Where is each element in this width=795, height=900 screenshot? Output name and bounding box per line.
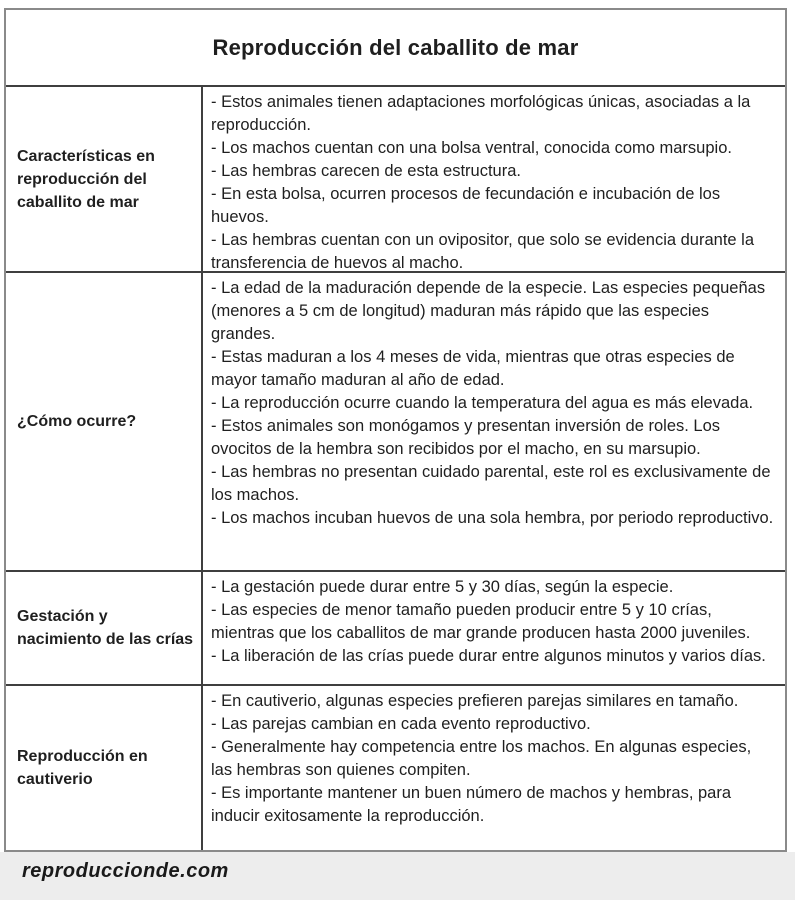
bullet-item: - Es importante mantener un buen número de machos y hembras, para inducir exitosamente la reproducción. [211,784,732,825]
row-content-cautiverio [203,686,785,850]
bullet-item: - En cautiverio, algunas especies prefieren parejas similares en tamaño. [211,692,739,710]
bullet-item: - Las hembras carecen de esta estructura. [211,162,521,180]
row-header-label: Gestación y nacimiento de las crías [17,608,194,648]
row-header-como-ocurre [6,273,203,570]
row-header-label: ¿Cómo ocurre? [17,413,137,430]
bullet-item: - Las parejas cambian en cada evento reproductivo. [211,715,591,733]
table-row [6,686,785,850]
bullet-item: - La edad de la maduración depende de la especie. Las especies pequeñas (menores a 5 cm de longitud) maduran más rápido que las especies grandes. [211,279,766,343]
seahorse-reproduction-table [4,8,787,852]
bullet-item: - Generalmente hay competencia entre los machos. En algunas especies, las hembras son quienes compiten. [211,738,752,779]
bullet-item: - La gestación puede durar entre 5 y 30 días, según la especie. [211,578,674,596]
table-row [6,273,785,572]
bullet-item: - Las hembras cuentan con un ovipositor, que solo se evidencia durante la transferencia de huevos al macho. [211,231,755,272]
bullet-item: - En esta bolsa, ocurren procesos de fecundación e incubación de los huevos. [211,185,721,226]
bullet-item: - La liberación de las crías puede durar entre algunos minutos y varios días. [211,647,766,665]
table-row [6,87,785,273]
row-header-caracteristicas [6,87,203,271]
row-header-label: Reproducción en cautiverio [17,748,148,788]
row-content-gestacion [203,572,785,684]
bullet-item: - La reproducción ocurre cuando la temperatura del agua es más elevada. [211,394,754,412]
bullet-item: - Estos animales tienen adaptaciones morfológicas únicas, asociadas a la reproducción. [211,93,751,134]
footer-band [0,852,795,900]
bullet-item: - Estos animales son monógamos y presentan inversión de roles. Los ovocitos de la hembra son recibidos por el macho, en su marsupio. [211,417,721,458]
bullet-item: - Las hembras no presentan cuidado parental, este rol es exclusivamente de los machos. [211,463,771,504]
bullet-item: - Estas maduran a los 4 meses de vida, mientras que otras especies de mayor tamaño maduran al año de edad. [211,348,735,389]
bullet-item: - Los machos incuban huevos de una sola hembra, por periodo reproductivo. [211,509,774,527]
website-watermark: reproduccionde.com [22,860,229,882]
row-header-label: Características en reproducción del caballito de mar [17,147,155,211]
table-title-row [6,10,785,87]
row-header-gestacion [6,572,203,684]
row-content-caracteristicas [203,87,785,271]
page-title: Reproducción del caballito de mar [212,34,579,60]
bullet-item: - Los machos cuentan con una bolsa ventral, conocida como marsupio. [211,139,732,157]
row-header-cautiverio [6,686,203,850]
row-content-como-ocurre [203,273,785,570]
table-row [6,572,785,686]
bullet-item: - Las especies de menor tamaño pueden producir entre 5 y 10 crías, mientras que los caballitos de mar grande producen hasta 2000 juveniles. [211,601,751,642]
